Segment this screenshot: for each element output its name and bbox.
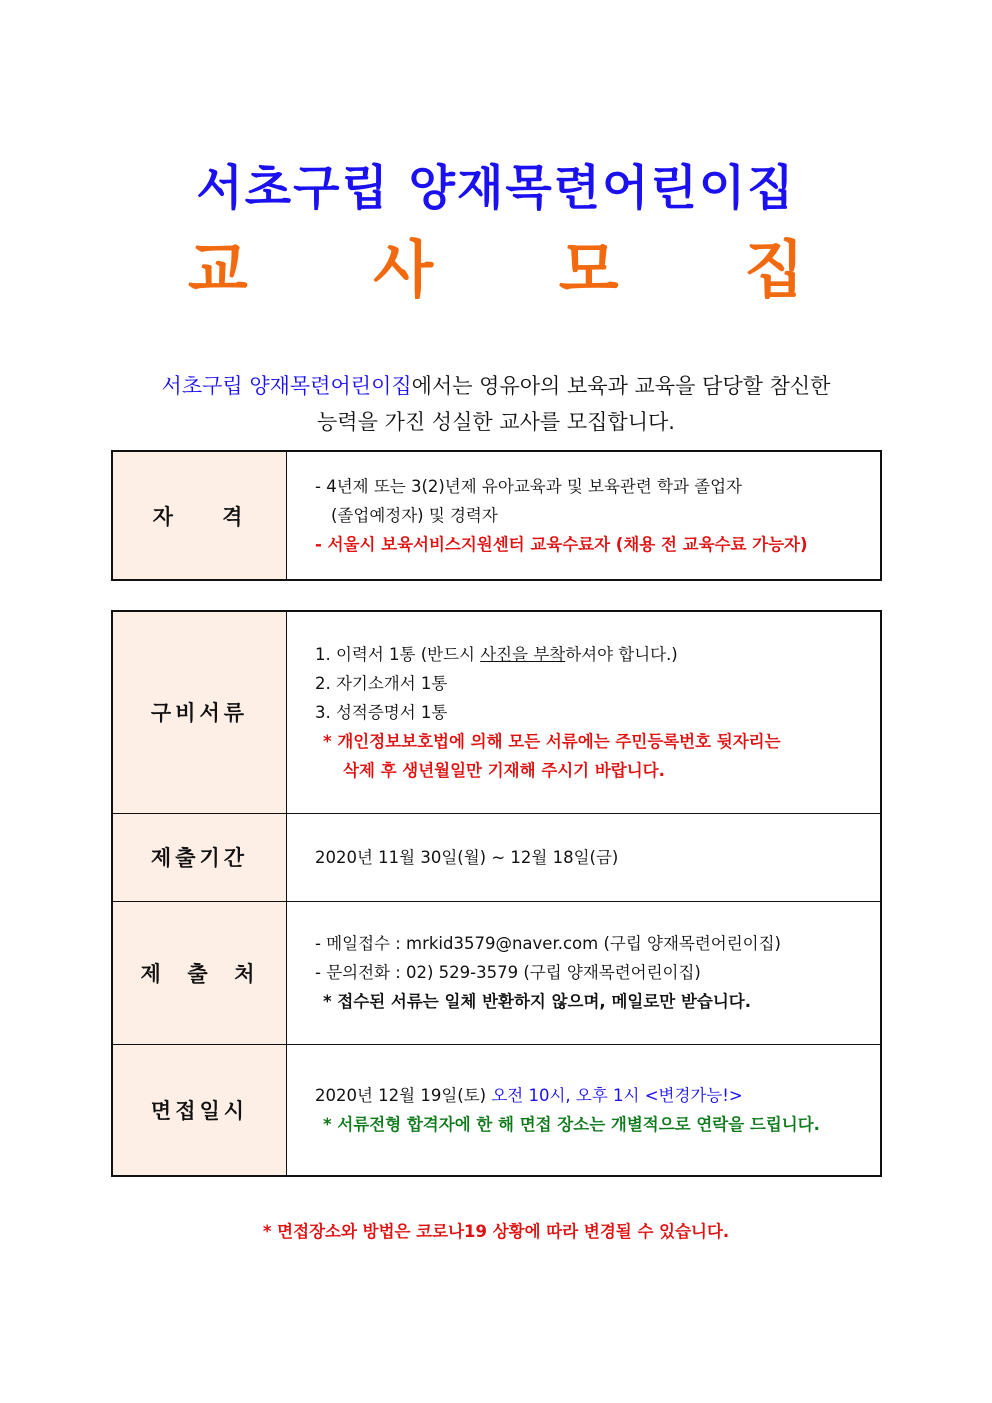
documents-item-1: 1. 이력서 1통 (반드시 사진을 부착하셔야 합니다.)	[315, 644, 678, 664]
qualification-line-2: (졸업예정자) 및 경력자	[331, 506, 498, 525]
documents-item-1-underlined: 사진을 부착	[480, 644, 566, 664]
intro-paragraph	[0, 368, 992, 440]
interview-note: * 서류전형 합격자에 한 해 면접 장소는 개별적으로 연락을 드립니다.	[323, 1114, 820, 1134]
submission-note: * 접수된 서류는 일체 반환하지 않으며, 메일로만 받습니다.	[323, 992, 751, 1011]
documents-row	[112, 611, 881, 813]
submission-email: - 메일접수 : mrkid3579@naver.com (구립 양재목련어린이집)	[315, 934, 781, 953]
submission-phone: - 문의전화 : 02) 529-3579 (구립 양재목련어린이집)	[315, 963, 701, 982]
documents-note-2: 삭제 후 생년월일만 기재해 주시기 바랍니다.	[343, 760, 665, 780]
qualification-body	[287, 451, 882, 580]
intro-org-name: 서초구립 양재목련어린이집	[161, 374, 412, 398]
submission-row	[112, 901, 881, 1044]
page-subtitle: 교 사 모 집	[187, 233, 857, 306]
details-table	[111, 610, 882, 1177]
qualification-line-3: - 서울시 보육서비스지원센터 교육수료자 (채용 전 교육수료 가능자)	[315, 535, 808, 554]
documents-note-1: * 개인정보보호법에 의해 모든 서류에는 주민등록번호 뒷자리는	[323, 731, 781, 751]
footnote: * 면접장소와 방법은 코로나19 상황에 따라 변경될 수 있습니다.	[262, 1222, 730, 1241]
documents-body	[287, 611, 882, 813]
documents-item-2: 2. 자기소개서 1통	[315, 673, 448, 693]
page-title: 서초구립 양재목련어린이집	[196, 160, 796, 216]
documents-heading: 구비서류	[112, 611, 287, 813]
qualification-line-1: - 4년제 또는 3(2)년제 유아교육과 및 보육관련 학과 졸업자	[315, 477, 742, 496]
qualification-heading: 자 격	[112, 451, 287, 580]
intro-line-2: 능력을 가진 성실한 교사를 모집합니다.	[317, 410, 675, 434]
period-row	[112, 813, 881, 901]
interview-body	[287, 1044, 882, 1176]
interview-time: 오전 10시, 오후 1시 <변경가능!>	[491, 1085, 743, 1105]
qualification-row	[112, 451, 881, 580]
interview-heading: 면접일시	[112, 1044, 287, 1176]
period-heading: 제출기간	[112, 813, 287, 901]
documents-item-3: 3. 성적증명서 1통	[315, 702, 448, 722]
intro-line-1-rest: 에서는 영유아의 보육과 교육을 담당할 참신한	[411, 374, 831, 398]
period-value: 2020년 11월 30일(월) ~ 12월 18일(금)	[287, 813, 882, 901]
interview-datetime: 2020년 12월 19일(토) 오전 10시, 오후 1시 <변경가능!>	[315, 1085, 743, 1105]
submission-body	[287, 901, 882, 1044]
qualification-table	[111, 450, 882, 581]
interview-row	[112, 1044, 881, 1176]
submission-heading: 제 출 처	[112, 901, 287, 1044]
intro-line-1	[0, 368, 992, 404]
